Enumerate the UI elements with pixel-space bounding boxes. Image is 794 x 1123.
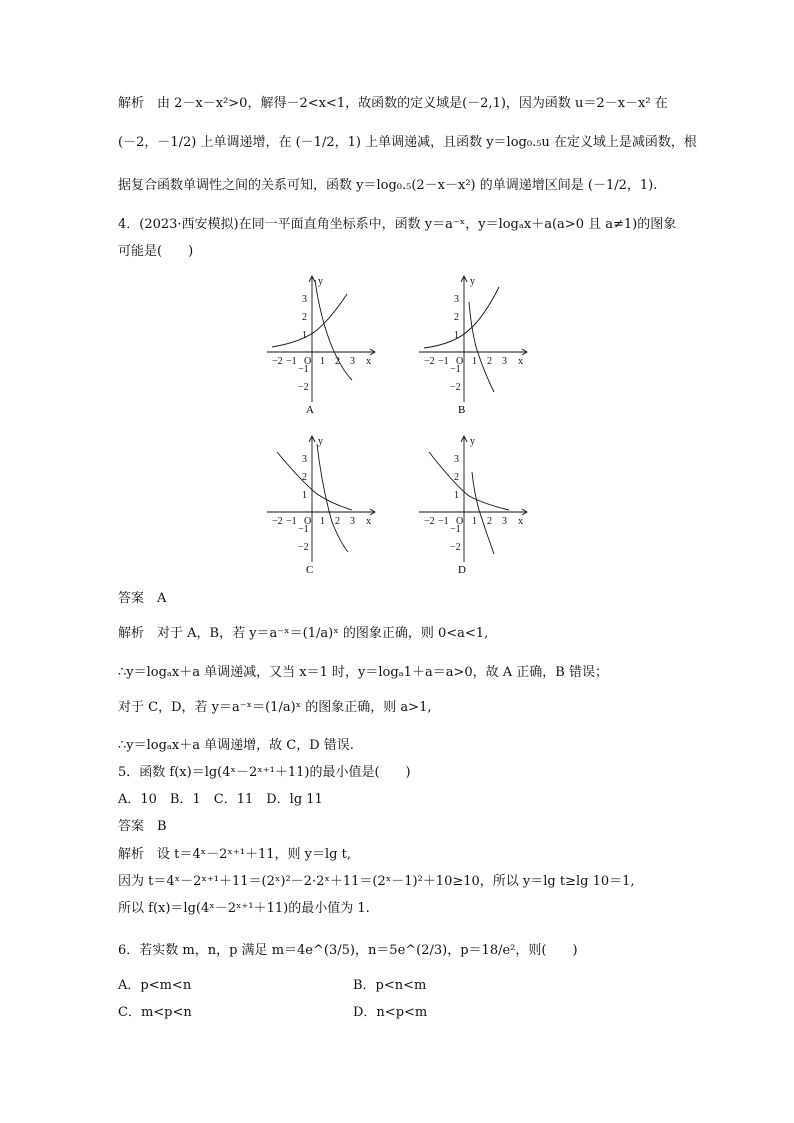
q5-analysis-line-2: 因为 t＝4ˣ－2ˣ⁺¹＋11＝(2ˣ)²－2·2ˣ＋11＝(2ˣ－1)²＋10≥10，所以 y＝lg t≥lg 10＝1, (118, 874, 635, 889)
axis-y-label: y (318, 276, 323, 287)
q4-stem-line-1: 4．(2023·西安模拟)在同一平面直角坐标系中，函数 y＝a⁻ˣ，y＝logₐx＋a(a>0 且 a≠1)的图象 (118, 217, 677, 232)
svg-text:1: 1 (302, 490, 307, 501)
svg-text:3: 3 (302, 454, 307, 465)
svg-text:3: 3 (302, 294, 307, 305)
svg-text:−1: −1 (286, 516, 297, 527)
q5-analysis-line-3: 所以 f(x)＝lg(4ˣ－2ˣ⁺¹＋11)的最小值为 1. (118, 901, 370, 916)
svg-text:y: y (318, 436, 323, 447)
graph-a (262, 272, 382, 417)
svg-text:3: 3 (502, 516, 507, 527)
svg-text:−1: −1 (450, 524, 461, 535)
svg-text:x: x (518, 356, 523, 367)
svg-text:3: 3 (350, 516, 355, 527)
axis-x-label: x (366, 356, 371, 367)
svg-text:1: 1 (472, 356, 477, 367)
svg-text:y: y (470, 276, 475, 287)
svg-text:−1: −1 (450, 364, 461, 375)
svg-text:2: 2 (302, 472, 307, 483)
graph-d (414, 432, 534, 577)
svg-text:−1: −1 (298, 524, 309, 535)
q4-analysis-line-3: 对于 C，D，若 y＝a⁻ˣ＝(1/a)ˣ 的图象正确，则 a>1, (118, 700, 432, 715)
svg-text:−2: −2 (298, 382, 309, 393)
svg-text:3: 3 (502, 356, 507, 367)
svg-text:−2: −2 (298, 542, 309, 553)
svg-text:2: 2 (335, 356, 340, 367)
graph-label-c: C (306, 564, 314, 576)
q4-analysis-line-4: ∴y＝logₐx＋a 单调递增，故 C，D 错误. (118, 738, 354, 753)
svg-text:x: x (518, 516, 523, 527)
graph-label-b: B (458, 404, 466, 416)
q6-stem: 6．若实数 m，n，p 满足 m＝4e^(3/5)，n＝5e^(2/3)，p＝18/e²，则( ) (118, 943, 578, 958)
svg-text:O: O (304, 516, 312, 527)
svg-text:2: 2 (487, 516, 492, 527)
svg-text:−1: −1 (438, 356, 449, 367)
svg-text:2: 2 (454, 312, 459, 323)
origin-label: O (304, 356, 312, 367)
svg-text:2: 2 (454, 472, 459, 483)
svg-text:−2: −2 (450, 382, 461, 393)
q6-option-a: A．p<m<n (118, 978, 192, 993)
q6-option-d: D．n<p<m (353, 1005, 428, 1020)
q4-answer: 答案 A (118, 591, 167, 606)
q4-stem-line-2: 可能是( ) (118, 244, 194, 259)
svg-text:−2: −2 (272, 356, 283, 367)
prev-solution-line-1: 解析 由 2－x－x²>0，解得－2<x<1，故函数的定义域是(－2,1)，因为函数 u＝2－x－x² 在 (118, 96, 668, 111)
svg-text:3: 3 (454, 294, 459, 305)
svg-text:−1: −1 (438, 516, 449, 527)
svg-text:x: x (366, 516, 371, 527)
svg-text:−2: −2 (424, 356, 435, 367)
svg-text:1: 1 (454, 330, 459, 341)
svg-text:2: 2 (335, 516, 340, 527)
svg-text:−2: −2 (450, 542, 461, 553)
q6-option-c: C．m<p<n (118, 1005, 192, 1020)
graph-label-a: A (306, 404, 314, 416)
q4-analysis-line-1: 解析 对于 A，B，若 y＝a⁻ˣ＝(1/a)ˣ 的图象正确，则 0<a<1, (118, 626, 489, 641)
svg-text:−2: −2 (272, 516, 283, 527)
q6-option-b: B．p<n<m (353, 978, 427, 993)
svg-text:O: O (456, 516, 464, 527)
q5-stem: 5．函数 f(x)＝lg(4ˣ－2ˣ⁺¹＋11)的最小值是( ) (118, 765, 411, 780)
q5-answer: 答案 B (118, 819, 167, 834)
q5-options: A．10 B．1 C．11 D．lg 11 (118, 792, 323, 807)
prev-solution-line-2: (－2，－1/2) 上单调递增，在 (－1/2，1) 上单调递减，且函数 y＝log₀.₅u 在定义域上是减函数，根 (118, 135, 697, 150)
svg-text:−1: −1 (298, 364, 309, 375)
svg-text:2: 2 (302, 312, 307, 323)
prev-solution-line-3: 据复合函数单调性之间的关系可知，函数 y＝log₀.₅(2－x－x²) 的单调递增区间是 (－1/2，1). (118, 178, 658, 193)
svg-text:1: 1 (320, 356, 325, 367)
graph-b (414, 272, 534, 417)
svg-text:3: 3 (454, 454, 459, 465)
svg-text:1: 1 (320, 516, 325, 527)
graph-c (262, 432, 382, 577)
graph-label-d: D (458, 564, 466, 576)
svg-text:−1: −1 (286, 356, 297, 367)
q5-analysis-line-1: 解析 设 t＝4ˣ－2ˣ⁺¹＋11，则 y＝lg t, (118, 847, 351, 862)
svg-text:−2: −2 (424, 516, 435, 527)
svg-text:1: 1 (302, 330, 307, 341)
svg-text:2: 2 (487, 356, 492, 367)
q4-analysis-line-2: ∴y＝logₐx＋a 单调递减，又当 x＝1 时，y＝logₐ1＋a＝a>0，故 A 正确，B 错误； (118, 665, 608, 680)
svg-text:3: 3 (350, 356, 355, 367)
svg-text:1: 1 (454, 490, 459, 501)
svg-text:1: 1 (472, 516, 477, 527)
svg-text:O: O (456, 356, 464, 367)
svg-text:y: y (470, 436, 475, 447)
exp-curve (272, 294, 347, 347)
